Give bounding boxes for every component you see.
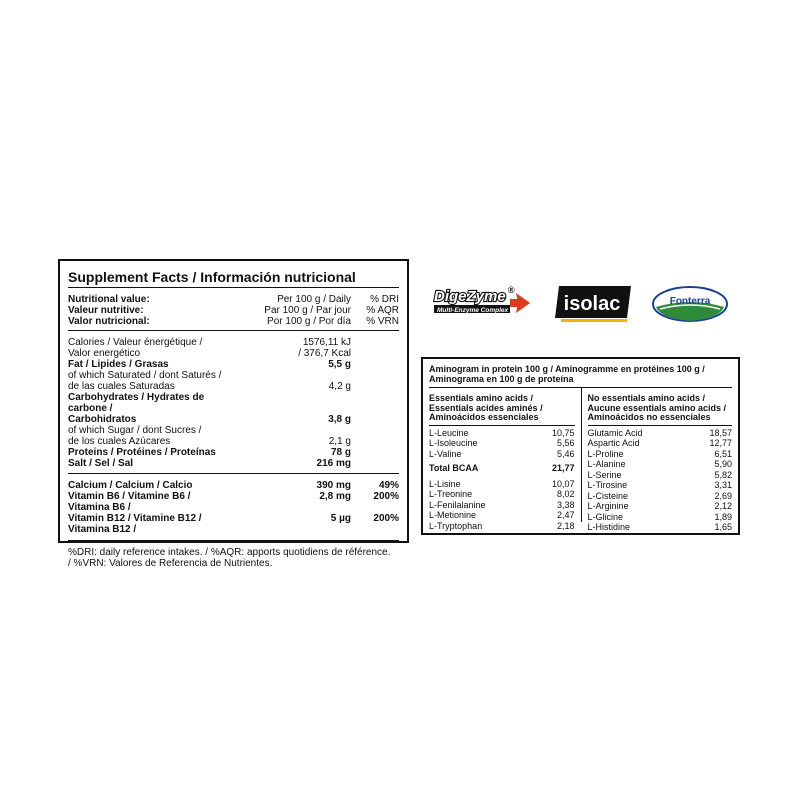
nutrient-row: Carbohydrates / Hydrates de carbone / bbox=[68, 392, 205, 414]
amino-row: L-Valine 5,46 bbox=[429, 448, 575, 459]
nutrient-row: Proteins / Protéines / Proteínas 78 g bbox=[68, 447, 351, 458]
header-row: Valeur nutritive: Par 100 g / Par jour % AQR bbox=[68, 305, 399, 316]
nutrient-row: Valor energético / 376,7 Kcal bbox=[68, 348, 351, 359]
vitamin-row: Vitamin B6 / Vitamine B6 / Vitamina B6 / 2,8 mg 200% bbox=[68, 491, 399, 513]
amino-row: Glutamic Acid 18,57 bbox=[587, 427, 732, 438]
amino-row: L-Isoleucine 5,56 bbox=[429, 438, 575, 448]
amino-row: L-Serine 5,82 bbox=[587, 469, 732, 480]
amino-row: L-Tirosine 3,31 bbox=[587, 480, 732, 490]
nutrient-row: de las cuales Saturadas 4,2 g bbox=[68, 381, 351, 392]
non-essential-amino-acids bbox=[581, 388, 733, 532]
non-essentials-title: No essentials amino acids / Aucune essentials amino acids / Aminoácidos no essenciales bbox=[588, 394, 733, 426]
nutrient-row: Salt / Sel / Sal 216 mg bbox=[68, 458, 351, 469]
amino-row: L-Glicine 1,89 bbox=[587, 511, 732, 522]
amino-row: L-Alanine 5,90 bbox=[587, 459, 732, 469]
amino-row: L-Tryptophan 2,18 bbox=[429, 520, 575, 531]
fonterra-logo-graphic bbox=[650, 285, 730, 323]
digezyme-logo bbox=[432, 283, 542, 323]
amino-row: Aspartic Acid 12,77 bbox=[587, 438, 732, 448]
isolac-name: isolac bbox=[563, 293, 621, 315]
amino-row: L-Histidine 1,65 bbox=[587, 522, 732, 532]
supplement-facts-panel bbox=[58, 259, 409, 569]
nutrient-row: Calories / Valeur énergétique / 1576,11 kJ bbox=[68, 337, 351, 348]
aminogram-panel bbox=[421, 357, 740, 535]
fonterra-logo bbox=[650, 285, 730, 323]
total-bcaa-row: Total BCAA 21,77 bbox=[429, 463, 575, 473]
digezyme-logo-graphic bbox=[432, 283, 542, 323]
amino-row: L-Proline 6,51 bbox=[587, 448, 732, 459]
digezyme-name: DigeZyme bbox=[434, 288, 506, 305]
nutrient-row: Carbohidratos 3,8 g bbox=[68, 414, 351, 425]
aminogram-title: Aminogram in protein 100 g / Aminogramme en protéines 100 g / Aminograma en 100 g de proteína bbox=[429, 359, 732, 388]
registered-mark: ® bbox=[508, 285, 515, 295]
nutrient-row: of which Saturated / dont Saturés / bbox=[68, 370, 222, 381]
amino-row: L-Cisteine 2,69 bbox=[587, 490, 732, 501]
amino-row: L-Lisine 10,07 bbox=[429, 478, 575, 489]
isolac-logo-graphic bbox=[555, 284, 633, 326]
amino-row: L-Arginine 2,12 bbox=[587, 501, 732, 511]
header-row: Nutritional value: Per 100 g / Daily % DRI bbox=[68, 294, 399, 305]
vitamin-row: Vitamin B12 / Vitamine B12 / Vitamina B12 / 5 µg 200% bbox=[68, 513, 399, 535]
nutrient-row: Fat / Lipides / Grasas 5,5 g bbox=[68, 359, 351, 370]
amino-row: L-Fenilalanine 3,38 bbox=[429, 499, 575, 510]
amino-row: L-Leucine 10,75 bbox=[429, 427, 575, 438]
nutrient-row: de los cuales Azúcares 2,1 g bbox=[68, 436, 351, 447]
fonterra-name: Fonterra bbox=[669, 296, 711, 307]
footnotes bbox=[68, 547, 399, 569]
header-row: Valor nutricional: Por 100 g / Por día % VRN bbox=[68, 316, 399, 327]
essentials-title: Essentials amino acids / Essentials acides aminés / Aminoácidos essenciales bbox=[429, 394, 575, 426]
footnote-line: / %VRN: Valores de Referencia de Nutrientes. bbox=[68, 558, 273, 569]
amino-row: L-Treonine 8,02 bbox=[429, 489, 575, 499]
vitamin-row: Calcium / Calcium / Calcio 390 mg 49% bbox=[68, 480, 399, 491]
nutritional-value-header bbox=[68, 294, 399, 327]
footnote-line: %DRI: daily reference intakes. / %AQR: apports quotidiens de référence. bbox=[68, 547, 391, 558]
amino-row: L-Metionine 2,47 bbox=[429, 510, 575, 520]
supplement-facts-title: Supplement Facts / Información nutricional bbox=[68, 267, 399, 288]
nutrient-row: of which Sugar / dont Sucres / bbox=[68, 425, 202, 436]
essential-amino-acids bbox=[429, 388, 581, 531]
vitamins-table bbox=[68, 480, 399, 535]
isolac-logo bbox=[555, 284, 633, 326]
nutrients-table bbox=[68, 337, 399, 469]
digezyme-tagline: Multi-Enzyme Complex bbox=[437, 307, 509, 314]
